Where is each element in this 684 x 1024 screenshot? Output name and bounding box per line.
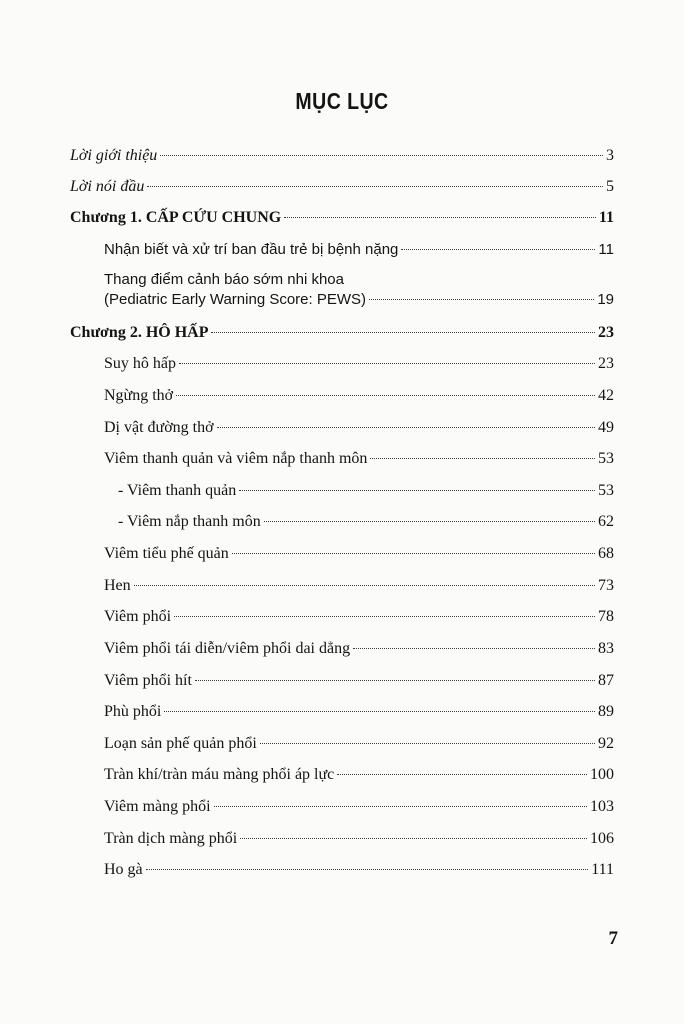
toc-entry-page: 53: [598, 450, 614, 467]
dot-leader: [179, 363, 595, 364]
dot-leader: [284, 217, 596, 218]
toc-subentry[interactable]: [118, 512, 614, 532]
toc-entry-label: Viêm tiểu phế quản: [104, 545, 229, 562]
toc-entry-label: Viêm màng phổi: [104, 798, 211, 815]
toc-entry-label: Lời nói đầu: [70, 178, 145, 195]
toc-entry-page: 83: [598, 640, 614, 657]
dot-leader: [174, 616, 595, 617]
dot-leader: [401, 249, 595, 250]
toc-entry-page: 111: [591, 861, 614, 878]
toc-entry-label: Tràn khí/tràn máu màng phổi áp lực: [104, 766, 335, 783]
toc-entry-page: 19: [597, 291, 614, 308]
toc-entry-page: 103: [590, 798, 614, 815]
toc-entry-page: 23: [598, 355, 614, 372]
dot-leader: [164, 711, 595, 712]
toc-entry-label: Viêm thanh quản và viêm nắp thanh môn: [104, 450, 368, 467]
toc-entry[interactable]: [104, 860, 614, 880]
dot-leader: [176, 395, 595, 396]
toc-entry-label: Ho gà: [104, 861, 143, 878]
toc-entry[interactable]: [104, 734, 614, 754]
dot-leader: [214, 806, 587, 807]
dot-leader: [369, 299, 594, 300]
toc-entry[interactable]: [104, 240, 614, 260]
toc-entry-label: - Viêm nắp thanh môn: [118, 513, 261, 530]
dot-leader: [337, 774, 587, 775]
toc-chapter-label: Chương 2. HÔ HẤP: [70, 324, 209, 341]
toc-entry[interactable]: [104, 418, 614, 438]
toc-entry-page: 3: [606, 147, 614, 164]
dot-leader: [239, 490, 595, 491]
toc-entry-label: Viêm phổi: [104, 608, 172, 625]
dot-leader: [195, 680, 595, 681]
toc-entry[interactable]: [70, 146, 614, 166]
toc-entry-label: Suy hô hấp: [104, 355, 176, 372]
toc-entry-page: 89: [598, 703, 614, 720]
toc-entry[interactable]: [104, 607, 614, 627]
dot-leader: [147, 186, 603, 187]
toc-entry[interactable]: [104, 449, 614, 469]
toc-entry[interactable]: [104, 702, 614, 722]
toc-entry-label: Dị vật đường thở: [104, 419, 214, 436]
toc-chapter[interactable]: [70, 323, 614, 343]
toc-entry-page: 53: [598, 482, 614, 499]
toc-entry-page: 5: [606, 178, 614, 195]
toc-entry-label: Nhận biết và xử trí ban đầu trẻ bị bệnh nặng: [104, 241, 399, 258]
dot-leader: [134, 585, 595, 586]
toc-entry-page: 87: [598, 672, 614, 689]
toc-entry[interactable]: [104, 829, 614, 849]
toc-entry-label: Loạn sản phế quản phổi: [104, 735, 257, 752]
toc-entry[interactable]: [104, 354, 614, 374]
page-title: MỤC LỤC: [295, 88, 389, 114]
toc-entry-page: 11: [598, 241, 614, 258]
page-number: 7: [608, 928, 618, 949]
dot-leader: [160, 155, 603, 156]
toc-entry-label: Viêm phổi hít: [104, 672, 192, 689]
toc-chapter[interactable]: [70, 208, 614, 228]
toc-entry[interactable]: [104, 639, 614, 659]
toc-entry-page: 78: [598, 608, 614, 625]
dot-leader: [353, 648, 595, 649]
toc-entry-label: (Pediatric Early Warning Score: PEWS): [104, 291, 367, 308]
toc-entry-label: Viêm phổi tái diễn/viêm phổi dai dẳng: [104, 640, 351, 657]
toc-entry-label: - Viêm thanh quản: [118, 482, 237, 499]
toc-entry-page: 100: [590, 766, 614, 783]
toc-entry-page: 62: [598, 513, 614, 530]
dot-leader: [146, 869, 589, 870]
toc-entry[interactable]: [104, 671, 614, 691]
toc-entry-page: 42: [598, 387, 614, 404]
toc-entry-label-line1: Thang điểm cảnh báo sớm nhi khoa: [104, 271, 344, 288]
dot-leader: [240, 838, 587, 839]
toc-entry-label: Hen: [104, 577, 131, 594]
toc-entry-page: 23: [598, 324, 614, 341]
toc-entry-page: 68: [598, 545, 614, 562]
toc-entry[interactable]: [104, 290, 614, 310]
toc-entry-label: Tràn dịch màng phổi: [104, 830, 238, 847]
dot-leader: [264, 521, 595, 522]
toc-entry[interactable]: [104, 386, 614, 406]
toc-chapter-label: Chương 1. CẤP CỨU CHUNG: [70, 209, 282, 226]
dot-leader: [260, 743, 595, 744]
toc-subentry[interactable]: [118, 481, 614, 501]
dot-leader: [217, 427, 595, 428]
toc-entry[interactable]: [70, 177, 614, 197]
dot-leader: [370, 458, 595, 459]
toc-entry-label: Phù phổi: [104, 703, 162, 720]
toc-entry-label: Lời giới thiệu: [70, 147, 158, 164]
toc-entry[interactable]: [104, 765, 614, 785]
toc-entry-page: 73: [598, 577, 614, 594]
dot-leader: [232, 553, 595, 554]
toc-entry[interactable]: [104, 797, 614, 817]
dot-leader: [211, 332, 595, 333]
toc-entry-page: 49: [598, 419, 614, 436]
toc-entry[interactable]: [104, 576, 614, 596]
toc-entry-page: 11: [598, 209, 614, 226]
toc-entry[interactable]: [104, 544, 614, 564]
toc-entry-page: 92: [598, 735, 614, 752]
toc-entry-page: 106: [590, 830, 614, 847]
toc-entry-label: Ngừng thở: [104, 387, 174, 404]
